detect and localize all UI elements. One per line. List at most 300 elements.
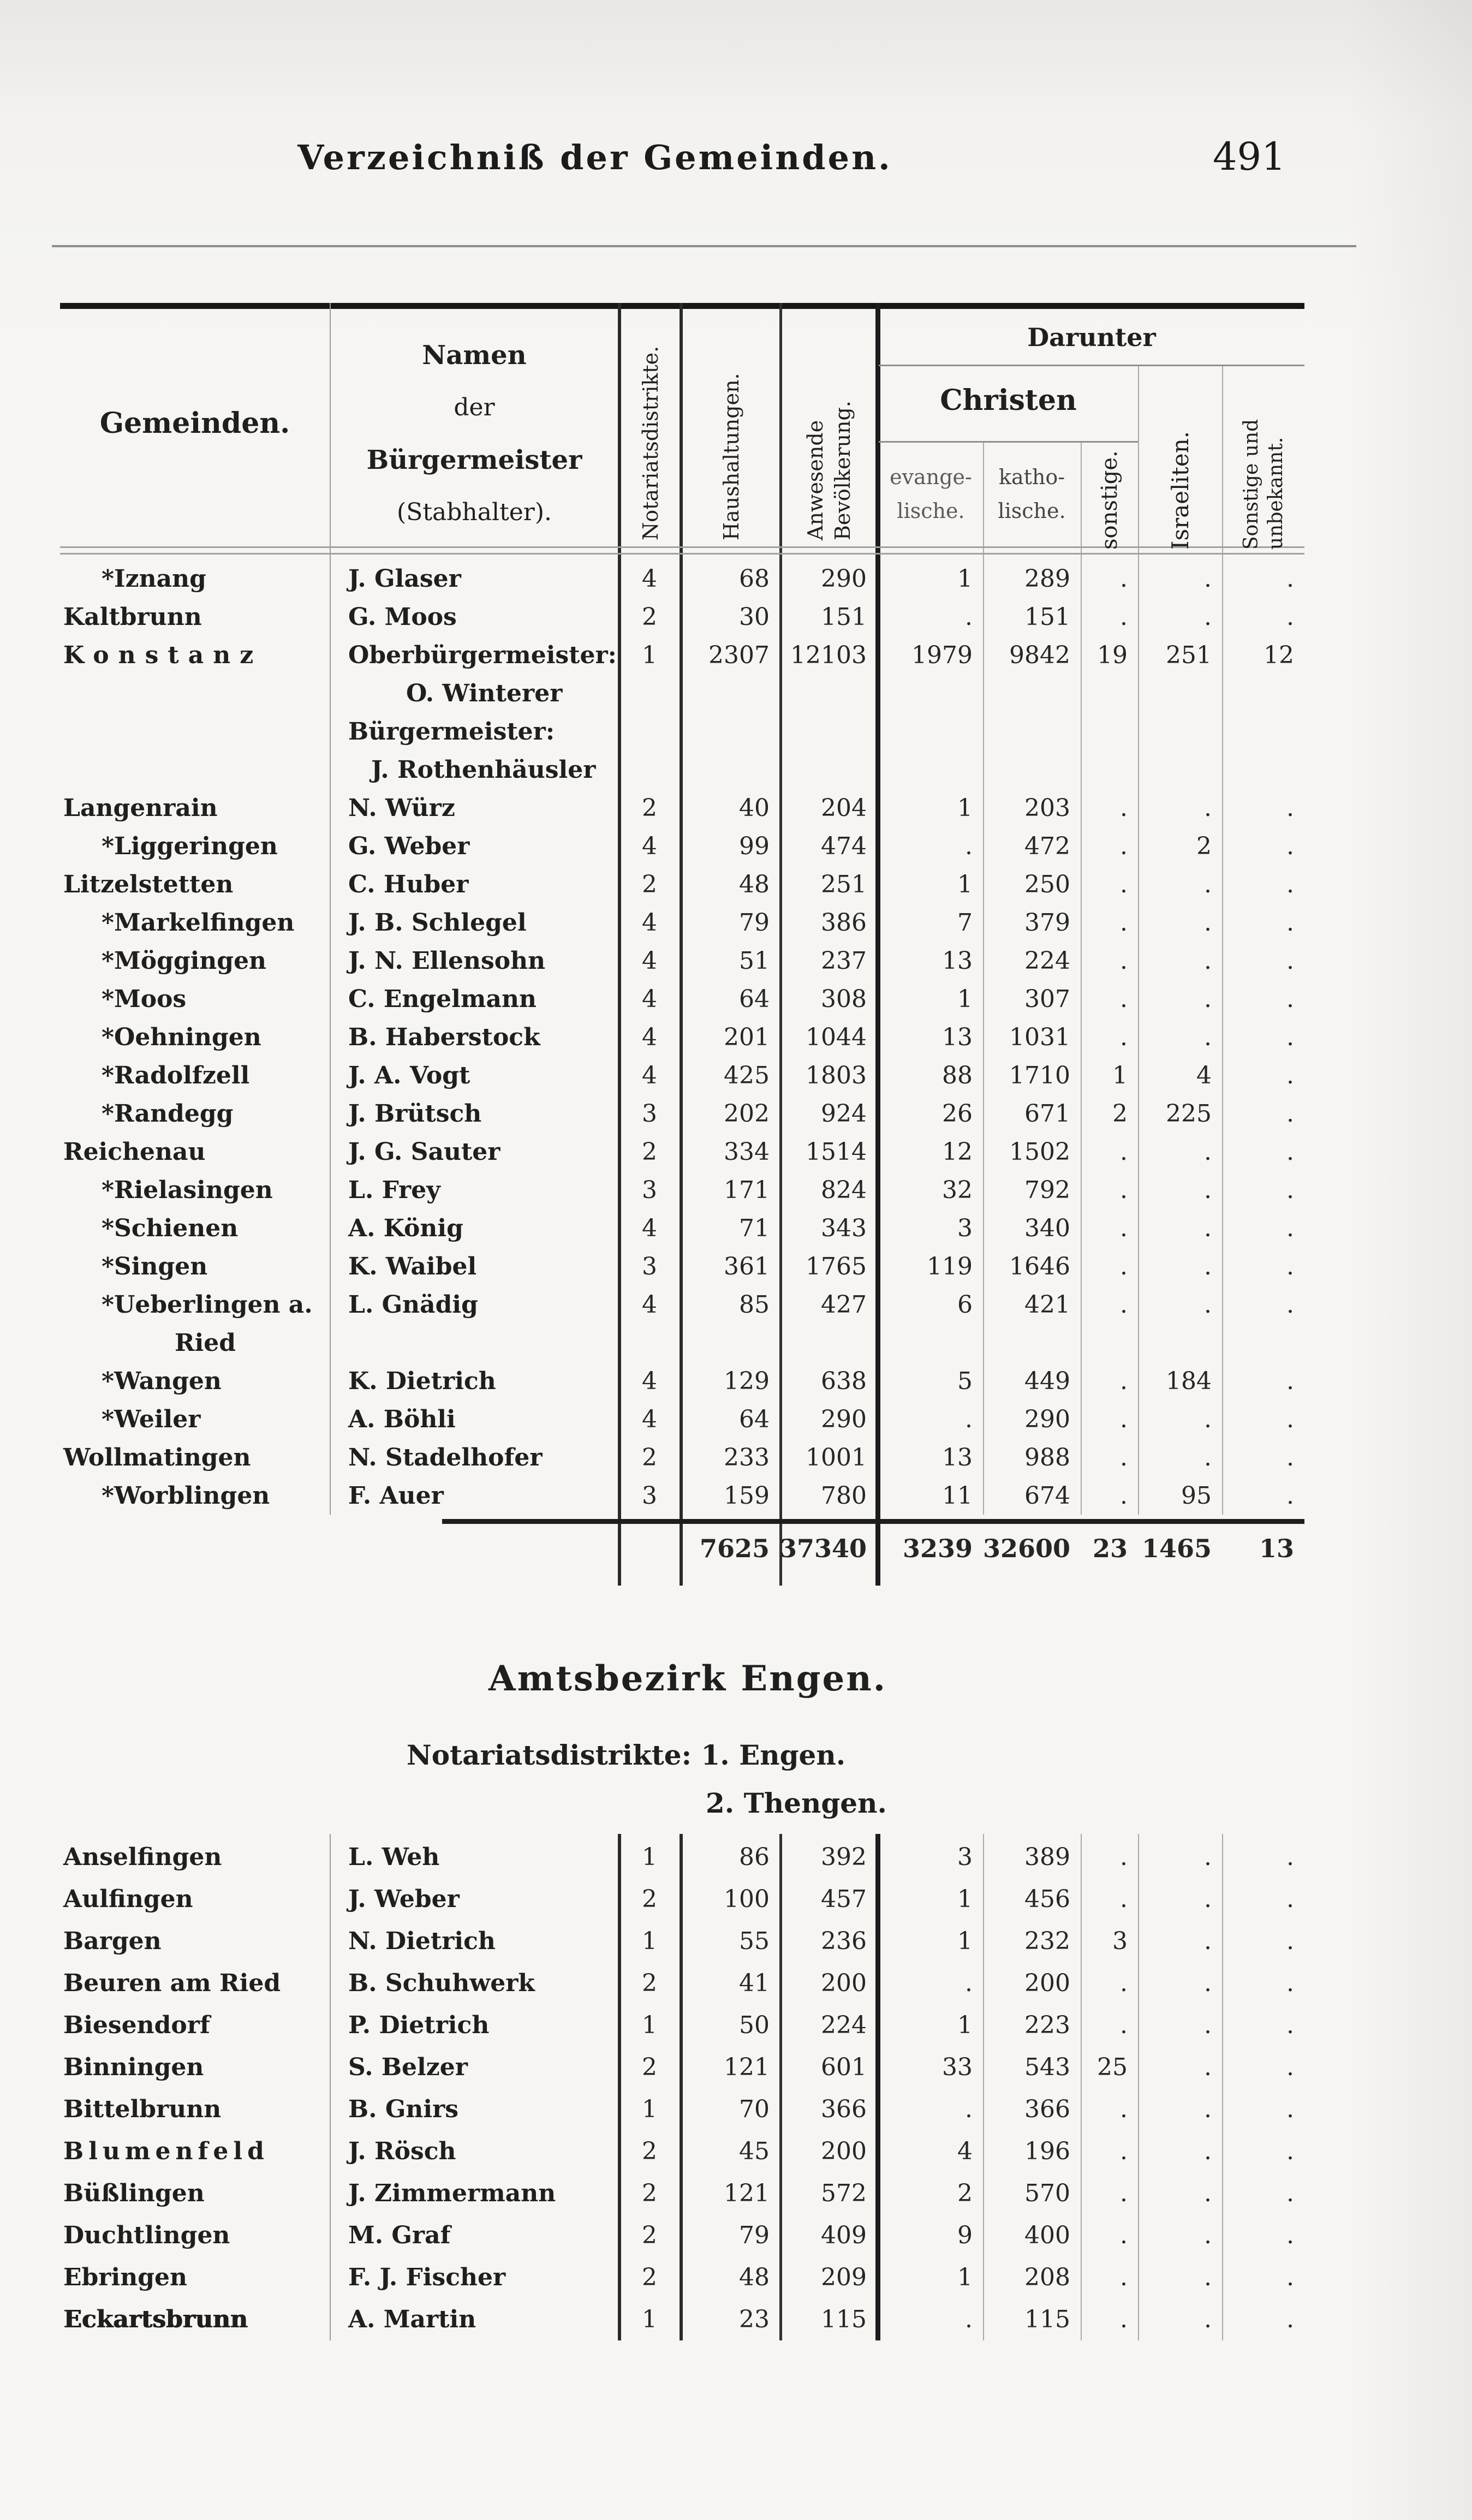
katholische-cell: 250	[1024, 870, 1070, 898]
unbekannt-cell: .	[1286, 1885, 1294, 1913]
unbekannt-cell: .	[1286, 832, 1294, 860]
gemeinde-cell: *Liggeringen	[102, 832, 278, 860]
katholische-cell: 570	[1024, 2179, 1070, 2207]
katholische-cell: 543	[1024, 2053, 1070, 2081]
sonstige-cell: .	[1120, 832, 1128, 860]
bevoelkerung-cell: 1803	[806, 1061, 867, 1089]
israeliten-cell: .	[1204, 1885, 1212, 1913]
bevoelkerung-cell: 924	[821, 1099, 867, 1128]
buergermeister-cell: J. Glaser	[348, 564, 461, 593]
gemeinde-cell: Litzelstetten	[63, 870, 234, 898]
table-row	[60, 1920, 1304, 1962]
notariatsdistrikt-cell: 1	[642, 641, 657, 669]
notariatsdistrikt-cell: 2	[642, 1969, 657, 1997]
buergermeister-cell: J. Zimmermann	[348, 2179, 556, 2207]
israeliten-cell: .	[1204, 2137, 1212, 2165]
konstanz-table	[60, 303, 1304, 1591]
unbekannt-cell: .	[1286, 1481, 1294, 1510]
unbekannt-cell: .	[1286, 2263, 1294, 2291]
gemeinde-cell: *Iznang	[102, 564, 206, 593]
israeliten-total: 1465	[1141, 1534, 1212, 1563]
buergermeister-cell: J. G. Sauter	[348, 1137, 500, 1166]
bevoelkerung-cell: 409	[821, 2221, 867, 2249]
haushaltungen-cell: 51	[739, 946, 770, 975]
sonstige-cell: 19	[1097, 641, 1128, 669]
israeliten-cell: .	[1204, 2221, 1212, 2249]
bevoelkerung-cell: 780	[821, 1481, 867, 1510]
evangelische-cell: 13	[942, 946, 973, 975]
sonstige-cell: .	[1120, 1367, 1128, 1395]
katholische-total: 32600	[982, 1534, 1070, 1563]
evangelische-cell: 7	[957, 908, 973, 937]
unbekannt-cell: .	[1286, 1290, 1294, 1319]
notariatsdistrikt-cell: 1	[642, 1927, 657, 1955]
buergermeister-cell: N. Stadelhofer	[348, 1443, 543, 1472]
gemeinde-cell: Büßlingen	[63, 2179, 205, 2207]
table-row	[60, 1018, 1304, 1056]
haushaltungen-cell: 79	[739, 2221, 770, 2249]
bevoelkerung-cell: 151	[821, 603, 867, 631]
evangelische-cell: .	[965, 1405, 973, 1433]
buergermeister-cell: Bürgermeister:	[348, 717, 555, 746]
bevoelkerung-cell: 601	[821, 2053, 867, 2081]
katholische-cell: 1710	[1009, 1061, 1070, 1089]
col-group-christen: Christen	[940, 384, 1077, 417]
evangelische-cell: 1	[957, 2263, 973, 2291]
table-row	[60, 674, 1304, 712]
notariatsdistrikt-cell: 4	[642, 1405, 657, 1433]
buergermeister-cell: B. Gnirs	[348, 2095, 459, 2123]
table-row	[60, 2088, 1304, 2130]
gemeinde-cell: Reichenau	[63, 1137, 206, 1166]
bevoelkerung-cell: 236	[821, 1927, 867, 1955]
evangelische-cell: 2	[957, 2179, 973, 2207]
notariatsdistrikt-cell: 3	[642, 1099, 657, 1128]
haushaltungen-cell: 48	[739, 870, 770, 898]
bevoelkerung-cell: 392	[821, 1843, 867, 1871]
notariatsdistrikt-cell: 4	[642, 908, 657, 937]
evangelische-cell: 1979	[911, 641, 973, 669]
gemeinde-cell: *Ueberlingen a.	[102, 1290, 313, 1319]
sonstige-cell: .	[1120, 564, 1128, 593]
sonstige-cell: .	[1120, 2011, 1128, 2039]
israeliten-cell: .	[1204, 1405, 1212, 1433]
notariatsdistrikt-cell: 1	[642, 2011, 657, 2039]
sonstige-cell: .	[1120, 2179, 1128, 2207]
notariatsdistrikt-cell: 3	[642, 1481, 657, 1510]
haushaltungen-cell: 2307	[708, 641, 770, 669]
buergermeister-cell: L. Gnädig	[348, 1290, 478, 1319]
evangelische-cell: 32	[942, 1176, 973, 1204]
notariatsdistrikt-cell: 2	[642, 794, 657, 822]
katholische-cell: 671	[1024, 1099, 1070, 1128]
bevoelkerung-cell: 572	[821, 2179, 867, 2207]
page-number: 491	[1213, 134, 1286, 179]
israeliten-cell: .	[1204, 985, 1212, 1013]
israeliten-cell: 2	[1196, 832, 1212, 860]
sonstige-cell: .	[1120, 2221, 1128, 2249]
bevoelkerung-cell: 224	[821, 2011, 867, 2039]
gemeinde-cell: Biesendorf	[63, 2011, 210, 2039]
bevoelkerung-cell: 1514	[806, 1137, 867, 1166]
buergermeister-cell: P. Dietrich	[348, 2011, 490, 2039]
sonstige-cell: .	[1120, 1443, 1128, 1472]
gemeinde-cell: *Rielasingen	[102, 1176, 273, 1204]
katholische-cell: 379	[1024, 908, 1070, 937]
sonstige-cell: .	[1120, 1137, 1128, 1166]
notariatsdistrikt-cell: 1	[642, 2095, 657, 2123]
unbekannt-cell: .	[1286, 870, 1294, 898]
totals-rule	[442, 1519, 1304, 1524]
buergermeister-cell: F. J. Fischer	[348, 2263, 506, 2291]
haushaltungen-cell: 100	[724, 1885, 770, 1913]
evangelische-cell: 119	[927, 1252, 973, 1280]
gemeinde-cell: *Schienen	[102, 1214, 239, 1242]
table-row	[60, 865, 1304, 903]
evangelische-cell: 12	[942, 1137, 973, 1166]
haushaltungen-cell: 201	[724, 1023, 770, 1051]
evangelische-cell: 9	[957, 2221, 973, 2249]
table-row	[60, 598, 1304, 636]
notariatsdistrikt-cell: 1	[642, 2305, 657, 2333]
evangelische-cell: 1	[957, 1927, 973, 1955]
notariatsdistrikt-cell: 2	[642, 1443, 657, 1472]
col-header-evangelische	[879, 460, 983, 528]
table-row	[60, 1133, 1304, 1171]
vertical-label: sonstige.	[1096, 450, 1122, 550]
col-header-buergermeister	[330, 329, 619, 539]
israeliten-cell: 4	[1196, 1061, 1212, 1089]
bevoelkerung-cell: 386	[821, 908, 867, 937]
israeliten-cell: 95	[1181, 1481, 1212, 1510]
katholische-cell: 1031	[1009, 1023, 1070, 1051]
gemeinde-cell: Beuren am Ried	[63, 1969, 281, 1997]
page-title: Verzeichniß der Gemeinden.	[297, 138, 892, 177]
table-row	[60, 1171, 1304, 1209]
bevoelkerung-cell: 200	[821, 1969, 867, 1997]
unbekannt-cell: .	[1286, 2221, 1294, 2249]
israeliten-cell: 184	[1166, 1367, 1212, 1395]
unbekannt-cell: .	[1286, 1023, 1294, 1051]
haushaltungen-cell: 64	[739, 985, 770, 1013]
sonstige-cell: .	[1120, 1252, 1128, 1280]
unbekannt-cell: .	[1286, 2305, 1294, 2333]
israeliten-cell: 251	[1166, 641, 1212, 669]
haushaltungen-cell: 23	[739, 2305, 770, 2333]
israeliten-cell: .	[1204, 870, 1212, 898]
haushaltungen-cell: 64	[739, 1405, 770, 1433]
table-row	[60, 1878, 1304, 1920]
israeliten-cell: .	[1204, 2305, 1212, 2333]
col-header-bevoelkerung	[782, 314, 875, 540]
unbekannt-cell: .	[1286, 1061, 1294, 1089]
katholische-cell: 988	[1024, 1443, 1070, 1472]
table-row	[60, 1836, 1304, 1878]
header-line: Bürgermeister	[366, 445, 582, 475]
table-row	[60, 789, 1304, 827]
evangelische-cell: 11	[942, 1481, 973, 1510]
katholische-cell: 1646	[1009, 1252, 1070, 1280]
unbekannt-cell: .	[1286, 1099, 1294, 1128]
evangelische-cell: 1	[957, 1885, 973, 1913]
israeliten-cell: .	[1204, 2179, 1212, 2207]
notariatsdistrikt-cell: 2	[642, 2053, 657, 2081]
israeliten-cell: .	[1204, 2263, 1212, 2291]
table-row	[60, 636, 1304, 674]
evangelische-cell: 5	[957, 1367, 973, 1395]
notariatsdistrikt-cell: 4	[642, 1367, 657, 1395]
unbekannt-cell: .	[1286, 1214, 1294, 1242]
sonstige-cell: .	[1120, 2305, 1128, 2333]
sonstige-cell: .	[1120, 2137, 1128, 2165]
notariatsdistrikt-cell: 4	[642, 1061, 657, 1089]
notariatsdistrikt-cell: 1	[642, 1843, 657, 1871]
notariatsdistrikt-cell: 3	[642, 1252, 657, 1280]
vertical-label: Israeliten.	[1166, 431, 1194, 550]
unbekannt-cell: .	[1286, 1843, 1294, 1871]
evangelische-total: 3239	[902, 1534, 973, 1563]
bevoelkerung-cell: 204	[821, 794, 867, 822]
table-row	[60, 1094, 1304, 1133]
vertical-label: Haushaltungen.	[719, 373, 743, 540]
bevoelkerung-cell: 1765	[806, 1252, 867, 1280]
israeliten-cell: .	[1204, 1137, 1212, 1166]
gemeinde-cell: *Möggingen	[102, 946, 267, 975]
vertical-label: unbekannt.	[1264, 437, 1287, 550]
sonstige-cell: .	[1120, 870, 1128, 898]
gemeinde-cell: Langenrain	[63, 794, 218, 822]
haushaltungen-cell: 68	[739, 564, 770, 593]
israeliten-cell: .	[1204, 1290, 1212, 1319]
sonstige-cell: .	[1120, 1405, 1128, 1433]
evangelische-cell: 88	[942, 1061, 973, 1089]
engen-table-rows	[60, 1836, 1304, 2340]
sonstige-cell: 2	[1112, 1099, 1128, 1128]
buergermeister-cell: J. B. Schlegel	[348, 908, 527, 937]
konstanz-table-rows	[60, 559, 1304, 1515]
evangelische-cell: 1	[957, 564, 973, 593]
buergermeister-cell: J. Rothenhäusler	[371, 755, 596, 784]
katholische-cell: 290	[1024, 1405, 1070, 1433]
katholische-cell: 389	[1024, 1843, 1070, 1871]
israeliten-cell: .	[1204, 1443, 1212, 1472]
notariatsdistrikt-cell: 4	[642, 985, 657, 1013]
table-row	[60, 980, 1304, 1018]
notariatsdistrikt-cell: 4	[642, 946, 657, 975]
gemeinde-cell: Bargen	[63, 1927, 162, 1955]
sonstige-cell: .	[1120, 1290, 1128, 1319]
katholische-cell: 196	[1024, 2137, 1070, 2165]
israeliten-cell: .	[1204, 2095, 1212, 2123]
katholische-cell: 115	[1024, 2305, 1070, 2333]
buergermeister-cell: J. Rösch	[348, 2137, 456, 2165]
sonstige-cell: .	[1120, 1023, 1128, 1051]
evangelische-cell: 6	[957, 1290, 973, 1319]
bevoelkerung-cell: 457	[821, 1885, 867, 1913]
unbekannt-cell: .	[1286, 908, 1294, 937]
unbekannt-cell: .	[1286, 1405, 1294, 1433]
unbekannt-cell: .	[1286, 2137, 1294, 2165]
unbekannt-cell: .	[1286, 603, 1294, 631]
bevoelkerung-cell: 1044	[806, 1023, 867, 1051]
buergermeister-cell: O. Winterer	[406, 679, 563, 707]
header-line: katho-	[998, 465, 1065, 489]
bevoelkerung-cell: 1001	[806, 1443, 867, 1472]
unbekannt-cell: .	[1286, 985, 1294, 1013]
unbekannt-cell: .	[1286, 1443, 1294, 1472]
sonstige-cell: 25	[1097, 2053, 1128, 2081]
katholische-cell: 472	[1024, 832, 1070, 860]
buergermeister-cell: J. A. Vogt	[348, 1061, 470, 1089]
sonstige-total: 23	[1092, 1534, 1128, 1563]
table-row	[60, 712, 1304, 750]
bevoelkerung-cell: 115	[821, 2305, 867, 2333]
katholische-cell: 200	[1024, 1969, 1070, 1997]
katholische-cell: 366	[1024, 2095, 1070, 2123]
katholische-cell: 340	[1024, 1214, 1070, 1242]
sonstige-cell: .	[1120, 1214, 1128, 1242]
buergermeister-cell: A. Martin	[348, 2305, 476, 2333]
gemeinde-cell: *Moos	[102, 985, 187, 1013]
haushaltungen-cell: 129	[724, 1367, 770, 1395]
sonstige-cell: .	[1120, 1481, 1128, 1510]
gemeinde-cell: Anselfingen	[63, 1843, 222, 1871]
district-2: 2. Thengen.	[706, 1787, 887, 1819]
evangelische-cell: 4	[957, 2137, 973, 2165]
bevoelkerung-cell: 474	[821, 832, 867, 860]
unbekannt-cell: .	[1286, 2095, 1294, 2123]
gemeinde-cell: Blumenfeld	[63, 2137, 269, 2165]
haushaltungen-cell: 361	[724, 1252, 770, 1280]
table-row	[60, 2214, 1304, 2256]
table-row	[60, 942, 1304, 980]
unbekannt-total: 13	[1259, 1534, 1294, 1563]
haushaltungen-cell: 425	[724, 1061, 770, 1089]
unbekannt-cell: .	[1286, 1252, 1294, 1280]
haushaltungen-cell: 45	[739, 2137, 770, 2165]
district-line-2	[407, 1779, 887, 1827]
header-line: lische.	[897, 499, 965, 523]
notariatsdistrikt-cell: 4	[642, 564, 657, 593]
buergermeister-cell: Oberbürgermeister:	[348, 641, 617, 669]
notariatsdistrikt-cell: 3	[642, 1176, 657, 1204]
israeliten-cell: .	[1204, 1252, 1212, 1280]
haushaltungen-cell: 55	[739, 1927, 770, 1955]
haushaltungen-cell: 71	[739, 1214, 770, 1242]
col-header-katholische	[983, 460, 1081, 528]
evangelische-cell: 3	[957, 1843, 973, 1871]
buergermeister-cell: A. König	[348, 1214, 463, 1242]
evangelische-cell: 1	[957, 985, 973, 1013]
unbekannt-cell: .	[1286, 794, 1294, 822]
sonstige-cell: .	[1120, 603, 1128, 631]
evangelische-cell: 1	[957, 2011, 973, 2039]
haushaltungen-cell: 171	[724, 1176, 770, 1204]
evangelische-cell: 33	[942, 2053, 973, 2081]
evangelische-cell: .	[965, 2305, 973, 2333]
notariatsdistrikt-cell: 4	[642, 832, 657, 860]
haushaltungen-cell: 30	[739, 603, 770, 631]
buergermeister-cell: F. Auer	[348, 1481, 444, 1510]
buergermeister-cell: A. Böhli	[348, 1405, 456, 1433]
vertical-label: Bevölkerung.	[830, 401, 855, 540]
haushaltungen-cell: 48	[739, 2263, 770, 2291]
buergermeister-cell: B. Haberstock	[348, 1023, 540, 1051]
buergermeister-cell: S. Belzer	[348, 2053, 468, 2081]
israeliten-cell: .	[1204, 2053, 1212, 2081]
table-row	[60, 1362, 1304, 1400]
table-row	[60, 1324, 1304, 1362]
israeliten-cell: .	[1204, 908, 1212, 937]
bevoelkerung-total: 37340	[779, 1534, 867, 1563]
col-header-sonstige-unbekannt	[1222, 353, 1304, 550]
bevoelkerung-cell: 638	[821, 1367, 867, 1395]
buergermeister-cell: K. Dietrich	[348, 1367, 496, 1395]
gemeinde-cell: *Markelfingen	[102, 908, 295, 937]
buergermeister-cell: C. Engelmann	[348, 985, 537, 1013]
haushaltungen-cell: 121	[724, 2179, 770, 2207]
notariatsdistrikt-cell: 2	[642, 2179, 657, 2207]
bevoelkerung-cell: 343	[821, 1214, 867, 1242]
haushaltungen-cell: 86	[739, 1843, 770, 1871]
gemeinde-cell: Wollmatingen	[63, 1443, 251, 1472]
totals-row	[60, 1526, 1304, 1571]
sonstige-cell: .	[1120, 794, 1128, 822]
buergermeister-cell: L. Weh	[348, 1843, 440, 1871]
col-header-israeliten	[1138, 370, 1222, 550]
haushaltungen-cell: 50	[739, 2011, 770, 2039]
katholische-cell: 674	[1024, 1481, 1070, 1510]
table-row	[60, 1209, 1304, 1247]
israeliten-cell: .	[1204, 1969, 1212, 1997]
unbekannt-cell: .	[1286, 2179, 1294, 2207]
katholische-cell: 289	[1024, 564, 1070, 593]
col-header-haushaltungen	[683, 314, 779, 540]
notariatsdistrikt-cell: 2	[642, 1137, 657, 1166]
sonstige-cell: .	[1120, 1885, 1128, 1913]
table-row	[60, 1056, 1304, 1094]
gemeinde-cell: Ebringen	[63, 2263, 187, 2291]
notariat-districts	[407, 1731, 887, 1827]
katholische-cell: 224	[1024, 946, 1070, 975]
katholische-cell: 307	[1024, 985, 1070, 1013]
section-heading-engen: Amtsbezirk Engen.	[488, 1658, 887, 1699]
unbekannt-cell: .	[1286, 1137, 1294, 1166]
haushaltungen-cell: 79	[739, 908, 770, 937]
col-header-notariatsdistrikte	[621, 314, 680, 540]
bevoelkerung-cell: 237	[821, 946, 867, 975]
unbekannt-cell: .	[1286, 1969, 1294, 1997]
table-row	[60, 559, 1304, 598]
notariatsdistrikt-cell: 2	[642, 2263, 657, 2291]
buergermeister-cell: N. Dietrich	[348, 1927, 496, 1955]
gemeinde-cell: *Randegg	[102, 1099, 234, 1128]
bevoelkerung-cell: 366	[821, 2095, 867, 2123]
notariatsdistrikt-cell: 4	[642, 1214, 657, 1242]
evangelische-cell: 1	[957, 870, 973, 898]
notariatsdistrikt-cell: 2	[642, 2137, 657, 2165]
notariatsdistrikt-cell: 4	[642, 1023, 657, 1051]
bevoelkerung-cell: 290	[821, 564, 867, 593]
haushaltungen-cell: 40	[739, 794, 770, 822]
israeliten-cell: .	[1204, 2011, 1212, 2039]
haushaltungen-cell: 159	[724, 1481, 770, 1510]
districts-label: Notariatsdistrikte:	[407, 1739, 692, 1771]
sonstige-cell: .	[1120, 985, 1128, 1013]
buergermeister-cell: N. Würz	[348, 794, 455, 822]
katholische-cell: 400	[1024, 2221, 1070, 2249]
haushaltungen-cell: 334	[724, 1137, 770, 1166]
